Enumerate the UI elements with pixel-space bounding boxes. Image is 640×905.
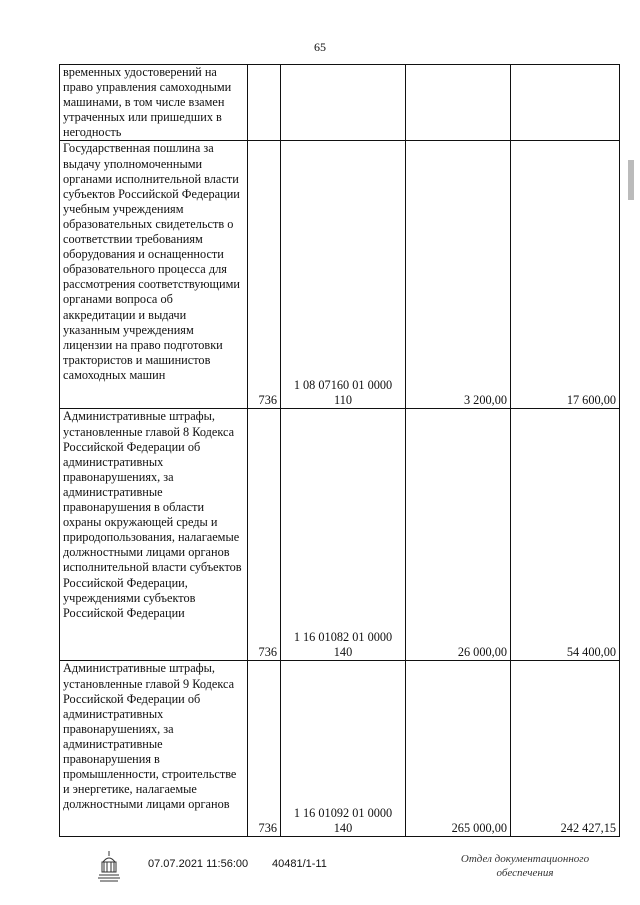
revenue-table bbox=[59, 64, 620, 837]
row-value-1: 265 000,00 bbox=[406, 661, 511, 837]
stamp-line-2: обеспечения bbox=[496, 867, 554, 879]
row-value-1: 26 000,00 bbox=[406, 409, 511, 661]
row-description: Государственная пошлина за выдачу уполномоченными органами исполнительной власти субъектов Российской Федерации учебным учреждениям образовательных свидетельств о соответствии требованиям оборудования и оснащенности образовательного процесса для рассмотрения соответствующими органами вопроса об аккредитации и выдачи указанным учреждениям лицензии на право подготовки трактористов и машинистов самоходных машин bbox=[60, 141, 248, 409]
row-kbk-code: 1 08 07160 01 0000 110 bbox=[281, 141, 406, 409]
page-number: 65 bbox=[314, 40, 326, 54]
department-stamp bbox=[440, 852, 610, 880]
row-admin-code bbox=[248, 65, 281, 141]
row-description: Административные штрафы, установленные главой 8 Кодекса Российской Федерации об административных правонарушениях, за административные правонарушения в области охраны окружающей среды и природопользования, налагаемые должностными лицами органов исполнительной власти субъектов Российской Федерации, учреждениями субъектов Российской Федерации bbox=[60, 409, 248, 661]
row-value-2 bbox=[511, 65, 620, 141]
row-admin-code: 736 bbox=[248, 141, 281, 409]
table-row bbox=[60, 661, 620, 837]
row-value-1 bbox=[406, 65, 511, 141]
row-description: временных удостоверений на право управления самоходными машинами, в том числе взамен утраченных или пришедших в негодность bbox=[60, 65, 248, 141]
row-value-2: 242 427,15 bbox=[511, 661, 620, 837]
row-description: Административные штрафы, установленные главой 9 Кодекса Российской Федерации об административных правонарушениях, за административные правонарушения в промышленности, строительстве и энергетике, налагаемые должностными лицами органов bbox=[60, 661, 248, 837]
row-value-1: 3 200,00 bbox=[406, 141, 511, 409]
row-kbk-code: 1 16 01092 01 0000 140 bbox=[281, 661, 406, 837]
table-row bbox=[60, 65, 620, 141]
row-value-2: 17 600,00 bbox=[511, 141, 620, 409]
row-value-2: 54 400,00 bbox=[511, 409, 620, 661]
page-footer bbox=[0, 848, 640, 898]
footer-datetime: 07.07.2021 11:56:00 bbox=[148, 858, 249, 870]
table-row bbox=[60, 409, 620, 661]
stamp-line-1: Отдел документационного bbox=[460, 853, 590, 865]
row-admin-code: 736 bbox=[248, 661, 281, 837]
scan-edge-mark bbox=[628, 160, 634, 200]
row-kbk-code bbox=[281, 65, 406, 141]
row-kbk-code: 1 16 01082 01 0000 140 bbox=[281, 409, 406, 661]
row-admin-code: 736 bbox=[248, 409, 281, 661]
footer-reg-number: 40481/1-11 bbox=[272, 858, 327, 870]
table-row bbox=[60, 141, 620, 409]
emblem-logo-icon bbox=[94, 848, 124, 888]
